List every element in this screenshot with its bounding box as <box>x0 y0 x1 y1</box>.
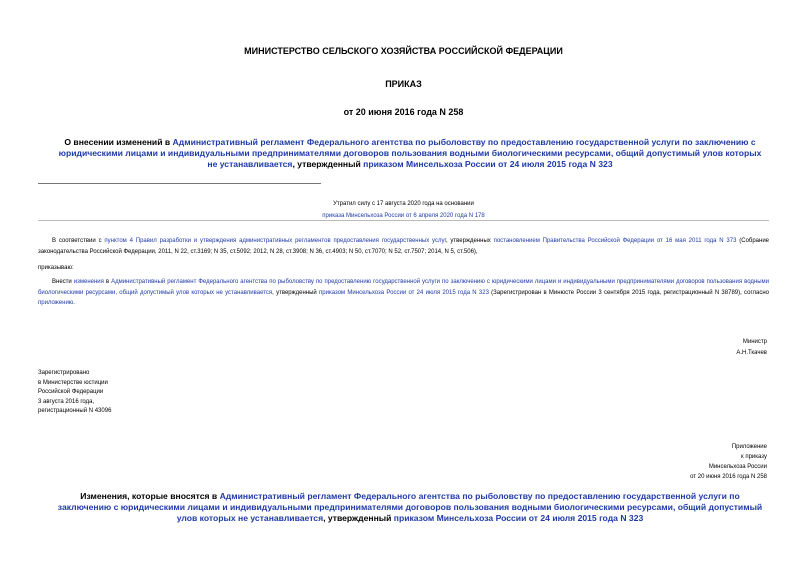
p3-text-a: Внести <box>52 279 74 285</box>
signature-name: А.Н.Ткачев <box>736 349 767 356</box>
status-note <box>0 198 807 222</box>
p1-text-a: В соответствии с <box>52 238 105 244</box>
p3-text-b: в <box>103 279 112 285</box>
divider-short <box>38 183 321 184</box>
registration-block <box>38 369 111 417</box>
appendix-title-middle: , утвержденный <box>323 513 394 523</box>
paragraph-amend <box>38 277 769 309</box>
p1-text-b: , утвержденных <box>445 238 494 244</box>
title-middle: , утвержденный <box>292 159 364 169</box>
appendix-title-prefix: Изменения, которые вносятся в <box>80 491 220 501</box>
p3-text-c: , утвержденный <box>272 289 320 296</box>
appendix-line: Приложение <box>731 444 767 450</box>
title-prefix: О внесении изменений в <box>64 137 173 147</box>
appendix-title-regulation-link[interactable]: Административный регламент Федерального агентства по рыболовству по предоставлению государственной услуги по заключению с юридическими лицами и индивидуальными предпринимателями договоров пользования водными биологическими ресурсами, общий допустимый улов которых не устанавливается <box>57 491 763 523</box>
p1-text-c: (Собрание законодательства Российской Федерации, 2011, N 22, ст.3169; N 35, ст.5092; 2012, N 28, ст.3908; N 36, ст.4903; N 50, ст.7070; N 52, ст.7507; 2014, N 5, ст.506), <box>38 238 770 255</box>
divider-long <box>38 220 769 221</box>
doc-type-heading: ПРИКАЗ <box>385 79 422 89</box>
paragraph-order-word: приказываю: <box>38 265 74 271</box>
signature-block <box>736 337 767 358</box>
changes-link[interactable]: изменения <box>73 279 104 285</box>
regulation-link[interactable]: Административный регламент Федерального агентства по рыболовству по предоставлению государственной услуги по заключению с юридическими лицами и индивидуальными предпринимателями договоров пользования водными биологическими ресурсами, общий допустимый улов которых не устанавливается <box>38 279 770 296</box>
title-regulation-link[interactable]: Административный регламент Федерального агентства по рыболовству по предоставлению государственной услуги по заключению с юридическими лицами и индивидуальными предпринимателями договоров пользования водными биологическими ресурсами, общий допустимый улов которых не устанавливается <box>58 137 762 169</box>
paragraph-basis <box>38 236 769 257</box>
status-line: Утратил силу с 17 августа 2020 года на основании <box>333 201 474 207</box>
registration-line: Зарегистрировано <box>38 370 90 376</box>
appendix-block <box>690 442 767 482</box>
appendix-title <box>56 491 764 524</box>
order-323-link[interactable]: приказом Минсельхоза России от 24 июля 2015 года N 323 <box>319 289 489 296</box>
government-resolution-link[interactable]: постановлением Правительства Российской Федерации от 16 мая 2011 года N 373 <box>493 238 737 244</box>
document-title <box>56 137 764 170</box>
rules-link[interactable]: пунктом 4 Правил разработки и утверждения административных регламентов предоставления государственных услуг <box>104 238 446 244</box>
appendix-line: Минсельхоза России <box>708 464 767 470</box>
registration-line: 3 августа 2016 года, <box>38 398 95 405</box>
registration-line: Российской Федерации <box>38 389 104 395</box>
registration-line: в Министерстве юстиции <box>38 379 108 386</box>
appendix-line: от 20 июня 2016 года N 258 <box>690 474 767 480</box>
doc-date-number: от 20 июня 2016 года N 258 <box>343 107 464 117</box>
p3-text-e: . <box>73 300 75 306</box>
signature-role: Министр <box>742 339 767 345</box>
registration-line: регистрационный N 43096 <box>38 408 112 414</box>
p3-text-d: (Зарегистрирован в Минюсте России 3 сентября 2015 года, регистрационный N 38789), согласно <box>488 289 769 296</box>
appendix-link[interactable]: приложению <box>38 300 74 306</box>
appendix-line: к приказу <box>741 454 767 460</box>
ministry-heading: МИНИСТЕРСТВО СЕЛЬСКОГО ХОЗЯЙСТВА РОССИЙСКОЙ ФЕДЕРАЦИИ <box>244 46 563 56</box>
title-order-link[interactable]: приказом Минсельхоза России от 24 июля 2015 года N 323 <box>363 159 613 169</box>
appendix-title-order-link[interactable]: приказом Минсельхоза России от 24 июля 2015 года N 323 <box>393 513 644 523</box>
status-repeal-link[interactable]: приказа Минсельхоза России от 6 апреля 2020 года N 178 <box>322 213 485 219</box>
